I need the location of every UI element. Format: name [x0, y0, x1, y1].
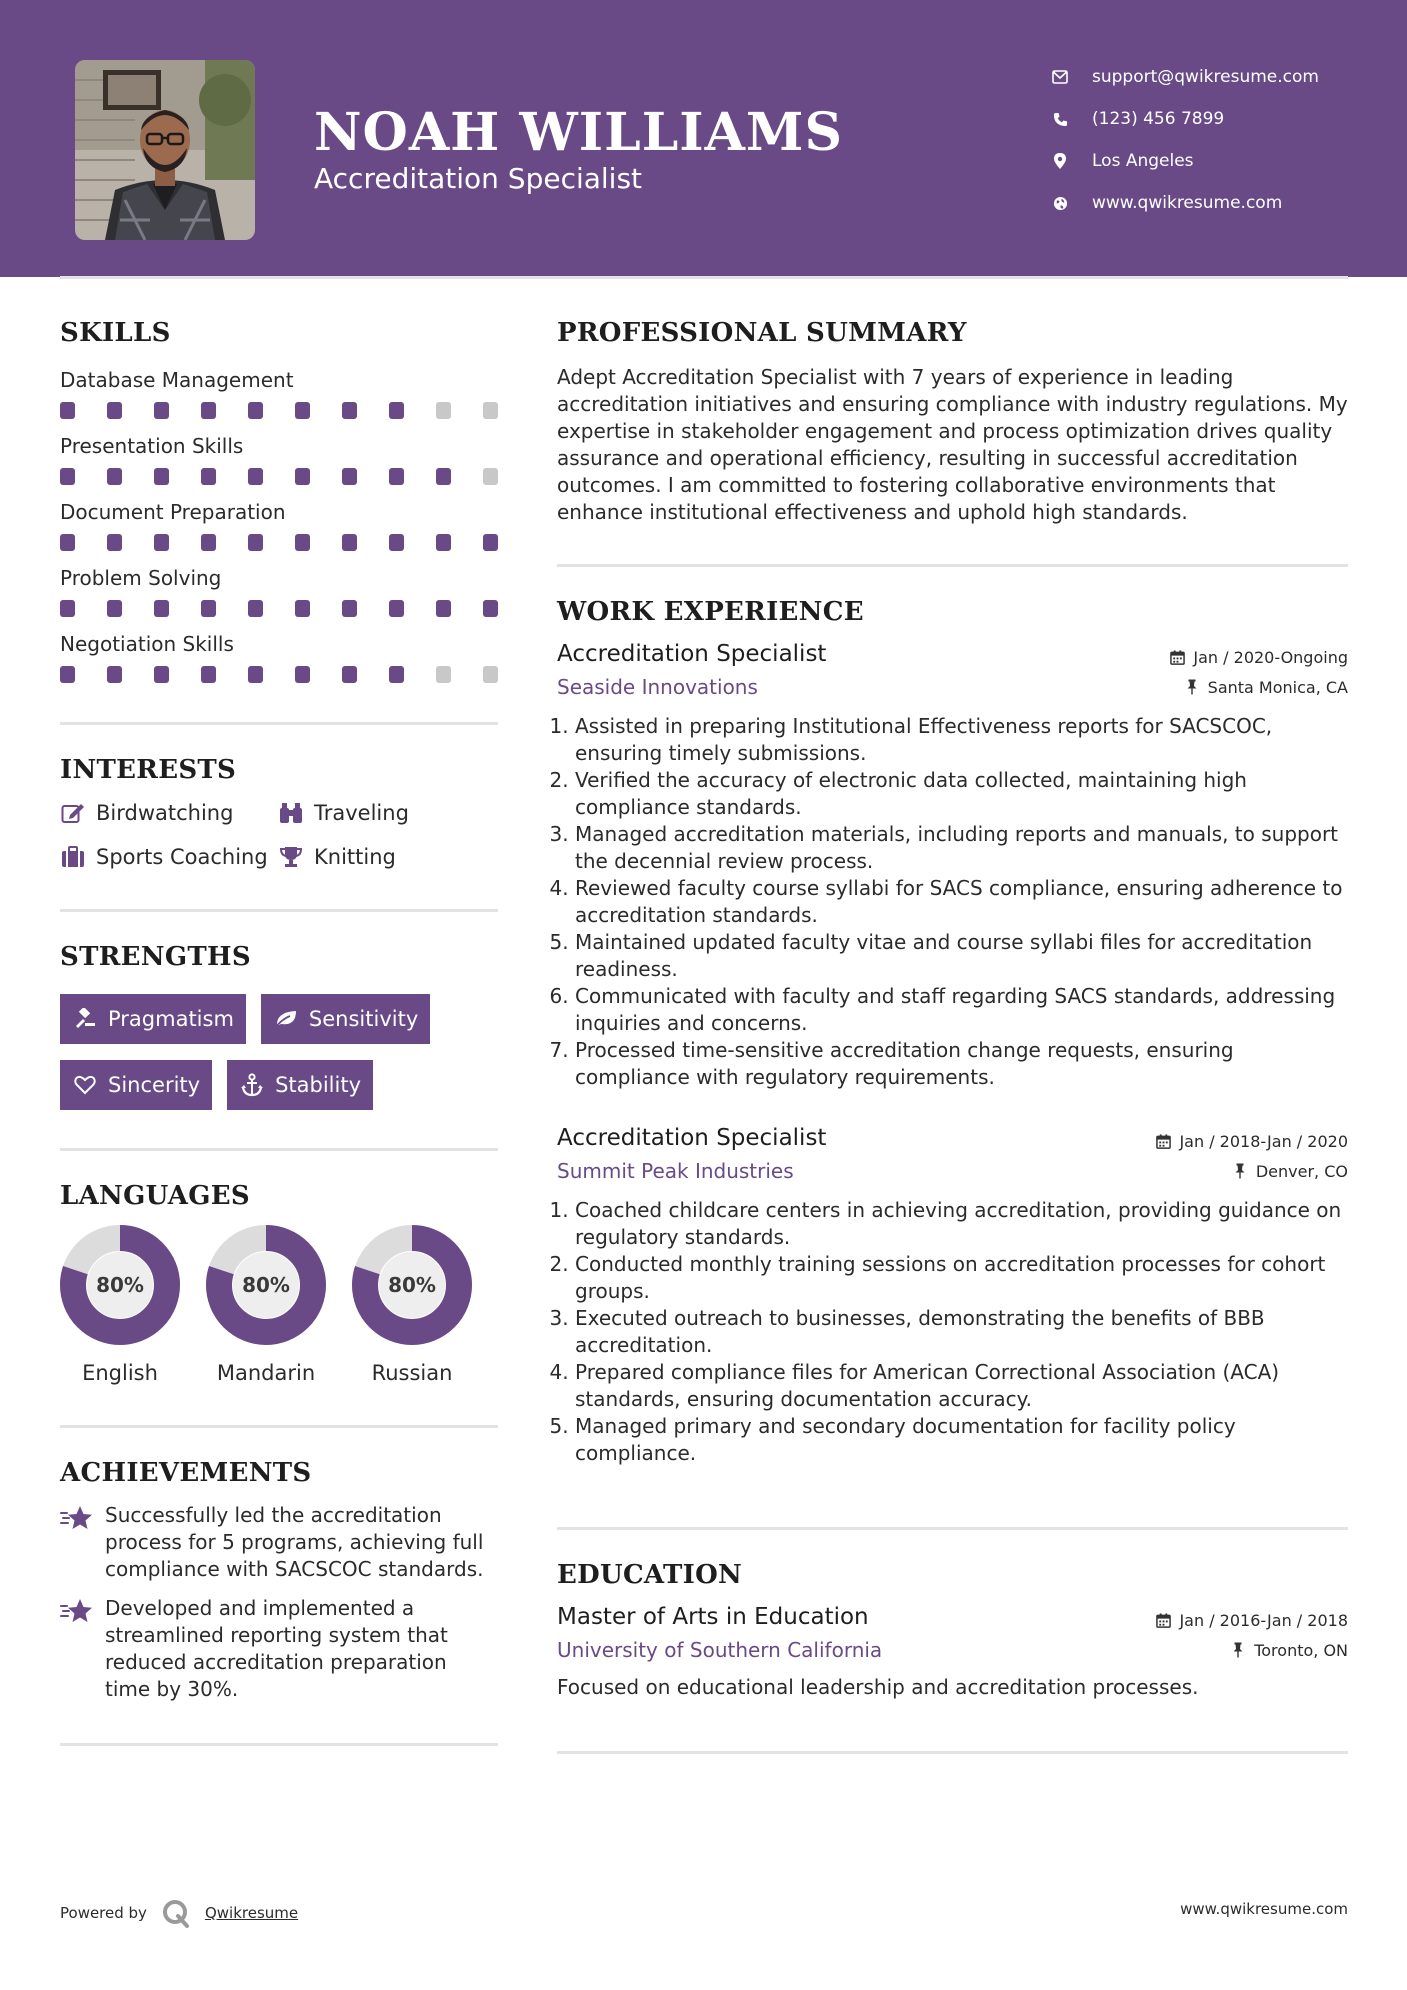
- rating-dot-filled: [107, 534, 122, 551]
- contact-phone-text: (123) 456 7899: [1092, 109, 1225, 129]
- job-company: Seaside Innovations: [557, 675, 758, 699]
- achievement-text: Developed and implemented a streamlined reporting system that reduced accreditation preparation time by 30%.: [105, 1596, 448, 1701]
- summary-heading: PROFESSIONAL SUMMARY: [557, 318, 967, 348]
- section-divider: [60, 909, 498, 912]
- edit-icon: [60, 800, 86, 826]
- section-divider: [60, 1425, 498, 1428]
- strength-label: Sensitivity: [308, 1007, 419, 1031]
- rating-dot-empty: [436, 666, 451, 683]
- language-percent: 80%: [96, 1273, 144, 1297]
- rating-dot-filled: [342, 402, 357, 419]
- gavel-icon: [72, 1006, 98, 1032]
- contact-location: [1050, 140, 1370, 182]
- rating-dot-filled: [60, 534, 75, 551]
- contact-email-text: support@qwikresume.com: [1092, 67, 1319, 87]
- interests-heading: INTERESTS: [60, 755, 237, 785]
- rating-dot-filled: [389, 666, 404, 683]
- language-item: [352, 1225, 472, 1385]
- job-entry: [557, 1125, 1348, 1467]
- strength-label: Sincerity: [108, 1073, 201, 1097]
- job-task: 6. Communicated with faculty and staff regarding SACS standards, addressing inquiries and concerns.: [575, 983, 1348, 1037]
- summary-text: Adept Accreditation Specialist with 7 years of experience in leading accreditation initiatives and ensuring compliance with industry regulations. My expertise in stakeholder engagement and process optimization drives quality assurance and operational efficiency, resulting in successful accreditation outcomes. I am committed to fostering collaborative environments that enhance institutional effectiveness and uphold high standards.: [557, 365, 1348, 524]
- skill-name: Database Management: [60, 368, 294, 392]
- job-location: [1184, 678, 1348, 697]
- footer-powered-by: [60, 1898, 298, 1928]
- rating-dot-filled: [342, 534, 357, 551]
- jobs-list: [557, 641, 1348, 1467]
- qwikresume-logo-icon: [161, 1898, 191, 1928]
- star-icon: [60, 1502, 94, 1583]
- rating-dot-filled: [248, 600, 263, 617]
- rating-dot-filled: [248, 534, 263, 551]
- rating-dot-filled: [483, 600, 498, 617]
- rating-dot-filled: [342, 600, 357, 617]
- rating-dot-filled: [389, 468, 404, 485]
- rating-dot-filled: [201, 600, 216, 617]
- strength-label: Stability: [275, 1073, 362, 1097]
- right-column: [557, 318, 1348, 1754]
- job-location-text: Denver, CO: [1255, 1161, 1348, 1181]
- section-divider: [557, 1751, 1348, 1754]
- rating-dot-filled: [107, 402, 122, 419]
- rating-dot-filled: [436, 468, 451, 485]
- rating-dot-filled: [248, 666, 263, 683]
- job-task: 3. Managed accreditation materials, including reports and manuals, to support the decennial review process.: [575, 821, 1348, 875]
- contact-email[interactable]: [1050, 56, 1370, 98]
- map-marker-icon: [1050, 151, 1070, 171]
- section-divider: [60, 722, 498, 725]
- job-task: 2. Verified the accuracy of electronic data collected, maintaining high compliance standards.: [575, 767, 1348, 821]
- rating-dot-filled: [60, 600, 75, 617]
- education-description: Focused on educational leadership and accreditation processes.: [557, 1675, 1199, 1699]
- envelope-icon: [1050, 67, 1070, 87]
- languages-heading: LANGUAGES: [60, 1181, 250, 1211]
- contact-location-text: Los Angeles: [1092, 151, 1194, 171]
- rating-dot-filled: [107, 468, 122, 485]
- calendar-icon: [1155, 1613, 1171, 1629]
- footer-website[interactable]: www.qwikresume.com: [1180, 1900, 1348, 1918]
- rating-dot-filled: [154, 468, 169, 485]
- languages-section: [60, 1181, 498, 1385]
- header-divider: [60, 276, 1348, 279]
- rating-dot-filled: [201, 666, 216, 683]
- strengths-section: [60, 942, 498, 1110]
- strengths-heading: STRENGTHS: [60, 942, 251, 972]
- education-date-text: Jan / 2016-Jan / 2018: [1179, 1611, 1348, 1630]
- achievement-text: Successfully led the accreditation process for 5 programs, achieving full compliance with SACSCOC standards.: [105, 1503, 484, 1581]
- education-date: [1155, 1611, 1348, 1630]
- education-location-text: Toronto, ON: [1254, 1640, 1348, 1660]
- interests-list: [60, 799, 498, 871]
- strength-label: Pragmatism: [108, 1007, 234, 1031]
- rating-dot-filled: [60, 468, 75, 485]
- skill-name: Document Preparation: [60, 500, 286, 524]
- pin-icon: [1230, 1642, 1246, 1658]
- job-task: 3. Executed outreach to businesses, demonstrating the benefits of BBB accreditation.: [575, 1305, 1348, 1359]
- language-name: Mandarin: [216, 1361, 316, 1385]
- rating-dot-filled: [389, 402, 404, 419]
- job-date-text: Jan / 2020-Ongoing: [1193, 648, 1348, 667]
- rating-dot-filled: [295, 600, 310, 617]
- skill-name: Negotiation Skills: [60, 632, 234, 656]
- interest-label: Birdwatching: [96, 801, 234, 825]
- skill-rating: [60, 468, 498, 486]
- language-item: [60, 1225, 180, 1385]
- job-task: 1. Coached childcare centers in achieving accreditation, providing guidance on regulatory standards.: [575, 1197, 1348, 1251]
- rating-dot-filled: [154, 402, 169, 419]
- achievement-item: [60, 1502, 498, 1583]
- calendar-icon: [1169, 650, 1185, 666]
- language-name: Russian: [371, 1361, 453, 1385]
- language-name: English: [82, 1361, 158, 1385]
- candidate-name: NOAH WILLIAMS: [314, 102, 844, 163]
- education-degree: Master of Arts in Education: [557, 1604, 869, 1630]
- job-task: 5. Managed primary and secondary documentation for facility policy compliance.: [575, 1413, 1348, 1467]
- education-entry: [557, 1604, 1348, 1701]
- rating-dot-filled: [154, 666, 169, 683]
- job-tasks: [557, 1197, 1348, 1467]
- resume-header: [0, 0, 1407, 277]
- rating-dot-filled: [295, 468, 310, 485]
- skills-heading: SKILLS: [60, 318, 171, 348]
- star-icon: [60, 1595, 94, 1703]
- interests-section: [60, 755, 498, 871]
- interest-item: [278, 799, 498, 827]
- pin-icon: [1184, 679, 1200, 695]
- contact-phone[interactable]: [1050, 98, 1370, 140]
- language-ring: [60, 1225, 180, 1345]
- rating-dot-filled: [248, 402, 263, 419]
- interest-item: [60, 799, 278, 827]
- rating-dot-filled: [154, 600, 169, 617]
- interest-item: [278, 843, 498, 871]
- education-section: [557, 1560, 1348, 1701]
- rating-dot-filled: [436, 600, 451, 617]
- job-task: 7. Processed time-sensitive accreditation change requests, ensuring compliance with regulatory requirements.: [575, 1037, 1348, 1091]
- job-date-text: Jan / 2018-Jan / 2020: [1179, 1132, 1348, 1151]
- strength-chip: [60, 994, 246, 1044]
- left-column: [60, 318, 498, 1746]
- skills-section: [60, 318, 498, 684]
- qwikresume-link[interactable]: Qwikresume: [204, 1904, 299, 1922]
- achievement-item: [60, 1595, 498, 1703]
- rating-dot-filled: [483, 534, 498, 551]
- rating-dot-empty: [436, 402, 451, 419]
- interest-label: Traveling: [314, 801, 409, 825]
- skill-name: Presentation Skills: [60, 434, 244, 458]
- skill-rating: [60, 402, 498, 420]
- rating-dot-empty: [483, 402, 498, 419]
- globe-icon: [1050, 193, 1070, 213]
- heart-icon: [72, 1072, 98, 1098]
- job-role: Accreditation Specialist: [557, 641, 827, 667]
- experience-section: [557, 597, 1348, 1467]
- skill-rating: [60, 666, 498, 684]
- language-percent: 80%: [242, 1273, 290, 1297]
- powered-by-text: Powered by: [60, 1904, 147, 1922]
- rating-dot-filled: [342, 468, 357, 485]
- strength-chip: [227, 1060, 373, 1110]
- job-date: [1155, 1132, 1348, 1151]
- skill-rating: [60, 600, 498, 618]
- job-task: 4. Reviewed faculty course syllabi for SACS compliance, ensuring adherence to accreditation standards.: [575, 875, 1348, 929]
- leaf-icon: [273, 1006, 299, 1032]
- job-company: Summit Peak Industries: [557, 1159, 794, 1183]
- rating-dot-filled: [201, 534, 216, 551]
- job-entry: [557, 641, 1348, 1091]
- rating-dot-filled: [389, 534, 404, 551]
- rating-dot-empty: [483, 666, 498, 683]
- rating-dot-filled: [436, 534, 451, 551]
- strength-chip: [60, 1060, 212, 1110]
- section-divider: [557, 564, 1348, 567]
- rating-dot-filled: [295, 534, 310, 551]
- job-role: Accreditation Specialist: [557, 1125, 827, 1151]
- job-date: [1169, 648, 1348, 667]
- job-location-text: Santa Monica, CA: [1207, 677, 1348, 697]
- rating-dot-filled: [201, 468, 216, 485]
- rating-dot-filled: [248, 468, 263, 485]
- trophy-icon: [278, 844, 304, 870]
- experience-heading: WORK EXPERIENCE: [557, 597, 864, 627]
- job-task: 4. Prepared compliance files for American Correctional Association (ACA) standards, ensuring documentation accuracy.: [575, 1359, 1348, 1413]
- interest-label: Knitting: [314, 845, 396, 869]
- rating-dot-filled: [154, 534, 169, 551]
- contact-website-text: www.qwikresume.com: [1092, 193, 1283, 213]
- rating-dot-empty: [483, 468, 498, 485]
- achievements-section: [60, 1458, 498, 1703]
- phone-icon: [1050, 109, 1070, 129]
- skills-list: [60, 368, 498, 684]
- interest-label: Sports Coaching: [96, 845, 268, 869]
- interest-item: [60, 843, 278, 871]
- pin-icon: [1232, 1163, 1248, 1179]
- education-heading: EDUCATION: [557, 1560, 743, 1590]
- briefcase-icon: [60, 844, 86, 870]
- rating-dot-filled: [107, 666, 122, 683]
- section-divider: [557, 1527, 1348, 1530]
- language-item: [206, 1225, 326, 1385]
- section-divider: [60, 1743, 498, 1746]
- binoculars-icon: [278, 800, 304, 826]
- rating-dot-filled: [342, 666, 357, 683]
- rating-dot-filled: [201, 402, 216, 419]
- job-task: 5. Maintained updated faculty vitae and course syllabi files for accreditation readiness.: [575, 929, 1348, 983]
- skill-name: Problem Solving: [60, 566, 222, 590]
- language-percent: 80%: [388, 1273, 436, 1297]
- calendar-icon: [1155, 1134, 1171, 1150]
- job-task: 1. Assisted in preparing Institutional Effectiveness reports for SACSCOC, ensuring timely submissions.: [575, 713, 1348, 767]
- rating-dot-filled: [295, 666, 310, 683]
- strengths-list: [60, 994, 498, 1110]
- rating-dot-filled: [60, 402, 75, 419]
- language-ring: [206, 1225, 326, 1345]
- job-task: 2. Conducted monthly training sessions on accreditation processes for cohort groups.: [575, 1251, 1348, 1305]
- summary-section: [557, 318, 1348, 526]
- rating-dot-filled: [295, 402, 310, 419]
- skill-rating: [60, 534, 498, 552]
- education-school: University of Southern California: [557, 1638, 883, 1662]
- strength-chip: [261, 994, 430, 1044]
- contact-list: [1050, 56, 1370, 224]
- rating-dot-filled: [107, 600, 122, 617]
- contact-website[interactable]: [1050, 182, 1370, 224]
- profile-photo: [75, 60, 255, 240]
- anchor-icon: [239, 1072, 265, 1098]
- rating-dot-filled: [389, 600, 404, 617]
- education-location: [1230, 1641, 1348, 1660]
- languages-list: [60, 1225, 498, 1385]
- section-divider: [60, 1148, 498, 1151]
- candidate-title: Accreditation Specialist: [314, 162, 643, 195]
- language-ring: [352, 1225, 472, 1345]
- achievements-heading: ACHIEVEMENTS: [60, 1458, 312, 1488]
- rating-dot-filled: [60, 666, 75, 683]
- job-location: [1232, 1162, 1348, 1181]
- job-tasks: [557, 713, 1348, 1091]
